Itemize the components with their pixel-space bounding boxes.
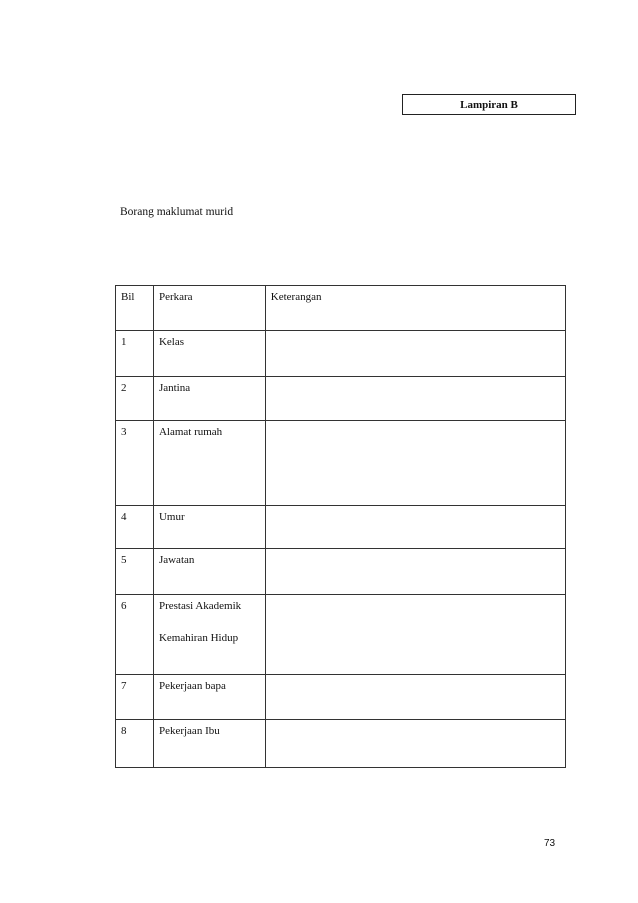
row-keterangan[interactable] <box>265 331 565 377</box>
row-perkara: Umur <box>153 506 265 549</box>
row-bil: 2 <box>116 377 154 421</box>
header-bil: Bil <box>116 286 154 331</box>
row-perkara-extra: Kemahiran Hidup <box>158 632 239 644</box>
row-bil: 4 <box>116 506 154 549</box>
row-keterangan[interactable] <box>265 506 565 549</box>
table-row <box>116 549 566 595</box>
row-keterangan[interactable] <box>265 421 565 506</box>
row-bil: 6 <box>116 595 154 675</box>
row-perkara: Pekerjaan Ibu <box>153 720 265 768</box>
row-bil: 1 <box>116 331 154 377</box>
row-perkara: Prestasi Akademik <box>158 600 242 612</box>
header-keterangan: Keterangan <box>265 286 565 331</box>
row-perkara: Jantina <box>153 377 265 421</box>
table-row <box>116 421 566 506</box>
table-row <box>116 506 566 549</box>
header-perkara: Perkara <box>153 286 265 331</box>
table-header-row <box>116 286 566 331</box>
row-keterangan[interactable] <box>265 549 565 595</box>
row-perkara: Pekerjaan bapa <box>153 675 265 720</box>
row-bil: 5 <box>116 549 154 595</box>
row-perkara: Jawatan <box>153 549 265 595</box>
table-row <box>116 377 566 421</box>
row-perkara: Kelas <box>153 331 265 377</box>
row-keterangan[interactable] <box>265 377 565 421</box>
appendix-label-box <box>402 94 576 115</box>
table-row <box>116 331 566 377</box>
page-number: 73 <box>544 838 556 849</box>
appendix-label: Lampiran B <box>460 99 518 111</box>
student-info-table <box>115 285 566 768</box>
row-keterangan[interactable] <box>265 595 565 675</box>
row-keterangan[interactable] <box>265 675 565 720</box>
row-bil: 7 <box>116 675 154 720</box>
row-bil: 3 <box>116 421 154 506</box>
row-keterangan[interactable] <box>265 720 565 768</box>
row-perkara-multi <box>153 595 265 675</box>
row-bil: 8 <box>116 720 154 768</box>
form-title: Borang maklumat murid <box>120 206 234 218</box>
table-row <box>116 595 566 675</box>
row-perkara: Alamat rumah <box>153 421 265 506</box>
table-row <box>116 720 566 768</box>
table-row <box>116 675 566 720</box>
